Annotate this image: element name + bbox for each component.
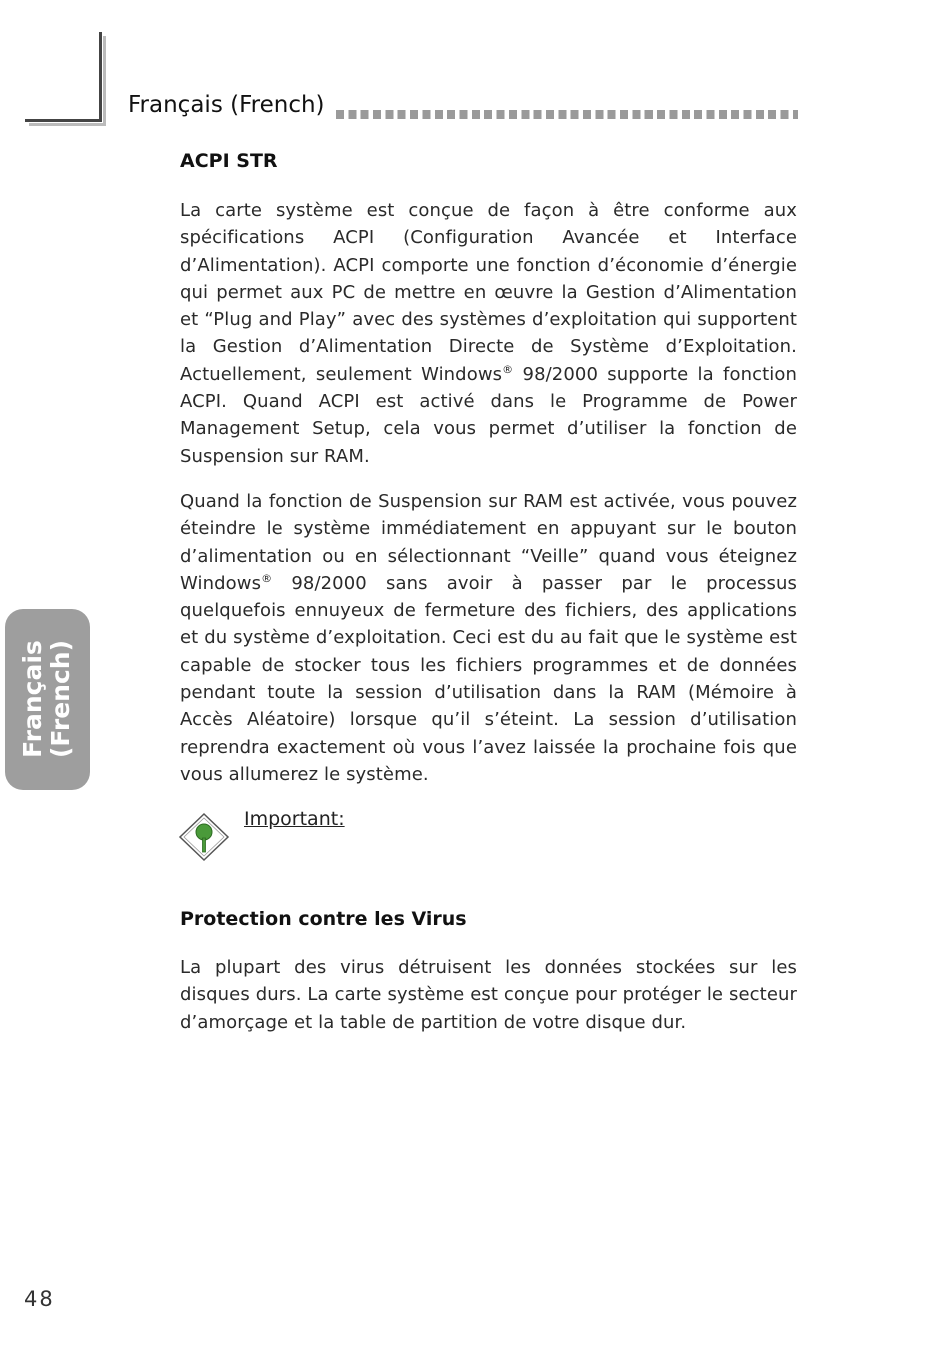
page-number: 48: [24, 1287, 55, 1311]
important-pin-icon: [178, 812, 230, 862]
acpi-p1-text-b: 98/2000 supporte la fonction ACPI. Quand ACPI est activé dans le Programme de Power Management Setup, cela vous permet d’utiliser la fonction de Suspension sur RAM.: [180, 363, 797, 467]
acpi-p2-text-a: Quand la fonction de Suspension sur RAM est activée, vous pouvez éteindre le système immédiatement en appuyant sur le bouton d’alimentation ou en sélectionnant “Veille” quand vous éteignez Windows: [180, 491, 797, 594]
corner-mark-shadow: [29, 123, 106, 126]
registered-mark: ®: [261, 571, 273, 585]
important-label: Important:: [244, 808, 345, 830]
section-title-acpi: ACPI STR: [180, 150, 278, 172]
side-tab-label: [19, 640, 75, 758]
acpi-paragraph-1: [180, 197, 797, 470]
side-tab-line-1: Français: [18, 640, 47, 758]
acpi-p1-text-a: La carte système est conçue de façon à être conforme aux spécifications ACPI (Configuration Avancée et Interface d’Alimentation). ACPI comporte une fonction d’économie d’énergie qui permet aux PC de mettre en œuvre la Gestion d’Alimentation et “Plug and Play” avec des systèmes d’exploitation qui supportent la Gestion d’Alimentation Directe de Système d’Exploitation. Actuellement, seulement Windows: [180, 200, 797, 385]
page-header-title: Français (French): [128, 92, 325, 118]
header-dotted-rule: [336, 110, 798, 119]
acpi-paragraph-2: [180, 488, 797, 788]
registered-mark: ®: [502, 362, 514, 376]
acpi-p2-text-b: 98/2000 sans avoir à passer par le processus quelquefois ennuyeux de fermeture des fichiers, des applications et du système d’exploitation. Ceci est du au fait que le système est capable de stocker tous les fichiers programmes et de données pendant toute la session d’utilisation dans la RAM (Mémoire à Accès Aléatoire) lorsque qu’il s’éteint. La session d’utilisation reprendra exactement où vous l’avez laissée la prochaine fois que vous allumerez le système.: [180, 572, 797, 785]
corner-mark-shadow: [103, 36, 106, 126]
virus-paragraph-1: La plupart des virus détruisent les données stockées sur les disques durs. La carte système est conçue pour protéger le secteur d’amorçage et la table de partition de votre disque dur.: [180, 957, 797, 1033]
corner-mark: [99, 32, 102, 122]
side-tab-line-2: (French): [46, 639, 75, 759]
section-title-virus: Protection contre les Virus: [180, 908, 467, 930]
corner-mark: [25, 119, 102, 122]
